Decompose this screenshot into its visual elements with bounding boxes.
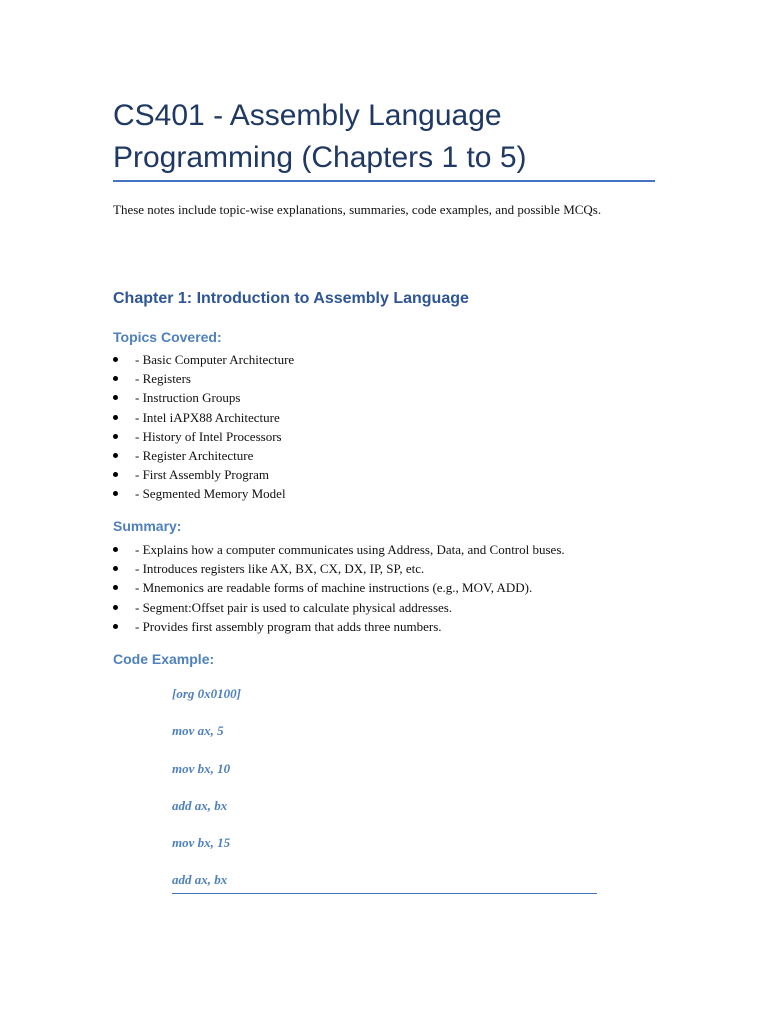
- list-item: [113, 559, 658, 578]
- summary-list: [113, 540, 658, 636]
- list-item: [113, 427, 658, 446]
- list-item: [113, 408, 658, 427]
- topic-text: - Instruction Groups: [135, 390, 241, 406]
- topic-text: - First Assembly Program: [135, 467, 269, 483]
- bullet-icon: [113, 453, 118, 458]
- title-underline: [113, 180, 655, 182]
- code-line: add ax, bx: [172, 797, 228, 813]
- code-line: mov bx, 10: [172, 760, 231, 776]
- bullet-icon: [113, 415, 118, 420]
- list-item: [113, 446, 658, 465]
- list-item: [113, 388, 658, 407]
- code-heading: Code Example:: [113, 651, 215, 667]
- list-item: [113, 617, 658, 636]
- code-line: [org 0x0100]: [172, 686, 241, 701]
- topic-text: - Register Architecture: [135, 447, 254, 463]
- code-underline: [172, 893, 597, 894]
- list-item: [113, 369, 658, 388]
- bullet-icon: [113, 605, 118, 610]
- summary-text: - Explains how a computer communicates using Address, Data, and Control buses.: [135, 542, 565, 557]
- bullet-icon: [113, 585, 118, 590]
- topic-text: - History of Intel Processors: [135, 428, 282, 444]
- document-title: CS401 - Assembly Language Programming (Chapters 1 to 5): [113, 99, 527, 174]
- summary-text: - Introduces registers like AX, BX, CX, DX, IP, SP, etc.: [135, 561, 425, 577]
- bullet-icon: [113, 624, 118, 629]
- bullet-icon: [113, 547, 118, 552]
- bullet-icon: [113, 491, 118, 496]
- list-item: [113, 465, 658, 484]
- list-item: [113, 484, 658, 503]
- bullet-icon: [113, 395, 118, 400]
- bullet-icon: [113, 434, 118, 439]
- code-example: [172, 684, 597, 908]
- topic-text: - Segmented Memory Model: [135, 486, 286, 502]
- bullet-icon: [113, 357, 118, 362]
- topic-text: - Registers: [135, 371, 191, 387]
- code-line: mov bx, 15: [172, 835, 231, 851]
- code-line: add ax, bx: [172, 872, 228, 888]
- list-item: [113, 598, 658, 617]
- topics-heading: Topics Covered:: [113, 329, 222, 345]
- bullet-icon: [113, 472, 118, 477]
- summary-text: - Mnemonics are readable forms of machine instructions (e.g., MOV, ADD).: [135, 580, 533, 596]
- summary-heading: Summary:: [113, 518, 182, 534]
- chapter-heading: Chapter 1: Introduction to Assembly Language: [113, 290, 469, 307]
- summary-text: - Provides first assembly program that adds three numbers.: [135, 618, 442, 634]
- intro-paragraph: These notes include topic-wise explanations, summaries, code examples, and possible MCQs.: [113, 202, 602, 217]
- topic-text: - Intel iAPX88 Architecture: [135, 409, 280, 425]
- summary-text: - Segment:Offset pair is used to calculate physical addresses.: [135, 599, 453, 615]
- list-item: [113, 540, 658, 559]
- topics-list: [113, 350, 658, 504]
- topic-text: - Basic Computer Architecture: [135, 352, 295, 367]
- list-item: [113, 578, 658, 597]
- list-item: [113, 350, 658, 369]
- bullet-icon: [113, 376, 118, 381]
- code-line: mov ax, 5: [172, 723, 224, 739]
- bullet-icon: [113, 566, 118, 571]
